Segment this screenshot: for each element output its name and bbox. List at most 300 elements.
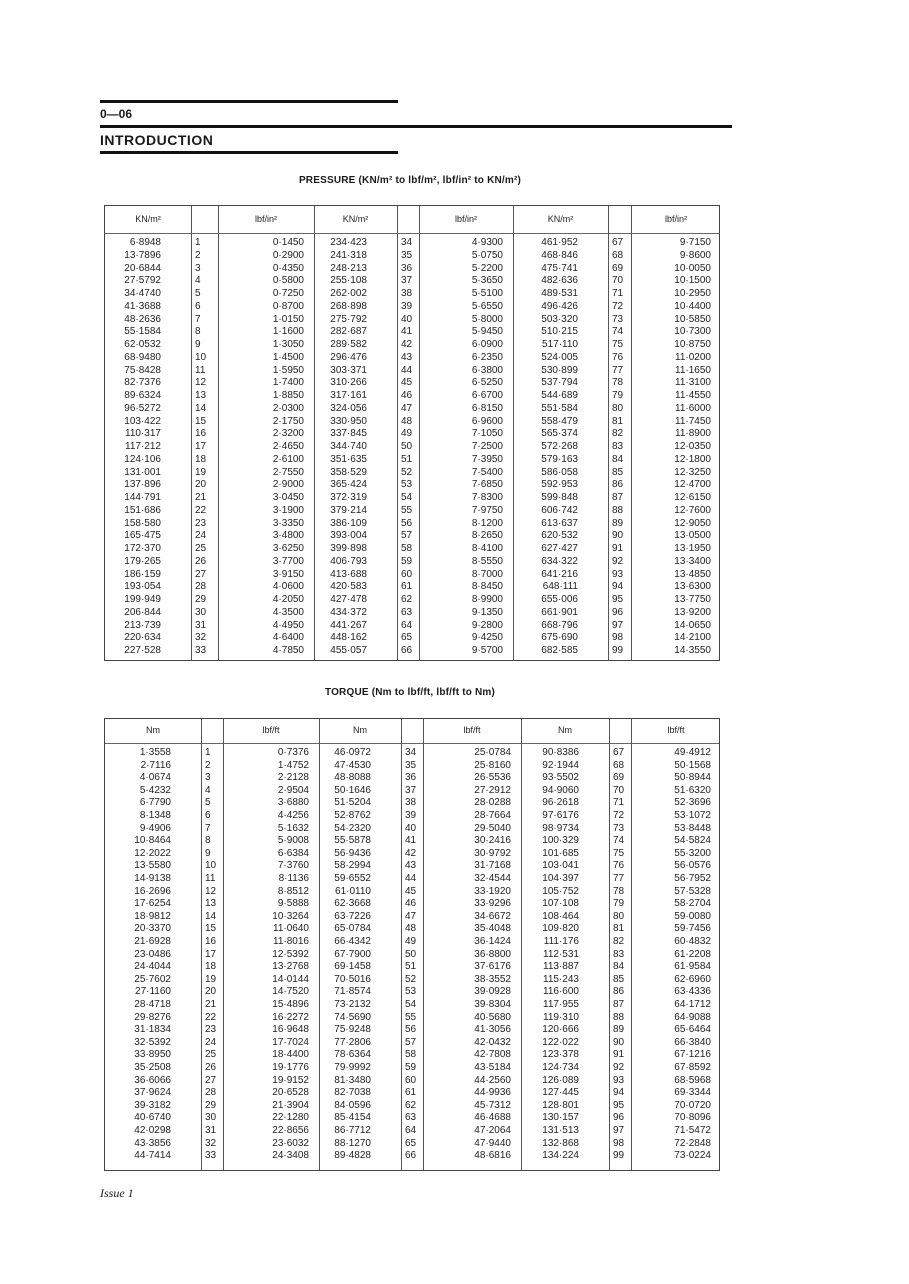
column-divider <box>419 206 420 660</box>
converted-value: 61·0110 <box>335 885 371 897</box>
converted-value: 11·6000 <box>675 402 711 414</box>
value-number: 61 <box>405 1087 417 1099</box>
converted-value: 70·0720 <box>674 1099 711 1111</box>
value-number: 18 <box>195 453 207 465</box>
converted-value: 36·1424 <box>474 936 511 947</box>
value-number: 50 <box>405 948 417 960</box>
converted-value: 60·4832 <box>674 936 711 947</box>
converted-value: 8·1348 <box>139 810 171 821</box>
converted-value: 510·215 <box>541 326 578 338</box>
value-number: 43 <box>401 351 413 363</box>
converted-value: 1·0150 <box>272 313 304 325</box>
converted-value: 1·3050 <box>272 339 304 350</box>
column-header: lbf/in² <box>254 213 277 224</box>
column-divider <box>631 719 632 1170</box>
converted-value: 71·8574 <box>334 986 371 998</box>
column-divider <box>218 206 219 660</box>
value-number: 63 <box>401 606 413 618</box>
converted-value: 63·4336 <box>674 986 711 998</box>
converted-value: 58·2994 <box>334 860 371 872</box>
value-number: 67 <box>612 237 624 248</box>
pressure-table-title: PRESSURE (KN/m² to lbf/m², lbf/in² to KN/m²) <box>298 175 522 186</box>
converted-value: 10·0050 <box>674 262 711 274</box>
converted-value: 12·0350 <box>674 441 711 452</box>
converted-value: 11·0200 <box>675 351 711 363</box>
converted-value: 9·8600 <box>679 249 711 261</box>
converted-value: 255·108 <box>330 275 367 287</box>
converted-value: 46·0972 <box>334 747 371 758</box>
value-number: 14 <box>195 402 207 414</box>
converted-value: 65·0784 <box>334 923 371 935</box>
converted-value: 172·370 <box>124 543 161 554</box>
value-number: 41 <box>405 835 417 847</box>
value-number: 80 <box>613 910 625 922</box>
converted-value: 12·9050 <box>674 517 711 529</box>
converted-value: 158·580 <box>124 517 161 529</box>
converted-value: 0·7376 <box>277 747 309 758</box>
converted-value: 372·319 <box>330 492 367 503</box>
value-number: 77 <box>613 873 625 884</box>
converted-value: 461·952 <box>541 237 578 248</box>
converted-value: 27·2912 <box>474 784 511 796</box>
converted-value: 12·4700 <box>674 479 711 491</box>
converted-value: 0·8700 <box>272 300 304 312</box>
value-number: 91 <box>612 543 624 554</box>
converted-value: 468·846 <box>541 249 578 261</box>
converted-value: 16·9648 <box>272 1024 309 1036</box>
value-number: 91 <box>613 1049 625 1061</box>
converted-value: 475·741 <box>541 262 578 274</box>
value-number: 6 <box>195 300 201 312</box>
value-number: 82 <box>612 428 624 440</box>
converted-value: 43·5184 <box>474 1062 511 1073</box>
converted-value: 399·898 <box>330 543 367 554</box>
converted-value: 6·7790 <box>139 797 171 809</box>
top-rule <box>100 100 398 103</box>
converted-value: 30·2416 <box>474 835 511 847</box>
converted-value: 137·896 <box>124 479 161 491</box>
converted-value: 282·687 <box>330 326 367 338</box>
converted-value: 117·955 <box>543 999 579 1010</box>
converted-value: 441·267 <box>330 619 367 631</box>
converted-value: 2·7116 <box>140 759 171 771</box>
converted-value: 5·9008 <box>277 835 309 847</box>
converted-value: 56·7952 <box>674 873 711 884</box>
value-number: 52 <box>405 973 417 985</box>
value-number: 69 <box>612 262 624 274</box>
value-number: 36 <box>405 772 417 784</box>
converted-value: 109·820 <box>542 923 579 935</box>
value-number: 89 <box>612 517 624 529</box>
converted-value: 537·794 <box>541 377 578 389</box>
converted-value: 5·2200 <box>471 262 503 274</box>
converted-value: 4·0600 <box>272 581 304 593</box>
value-number: 33 <box>195 645 207 656</box>
value-number: 47 <box>405 910 417 922</box>
converted-value: 8·1136 <box>278 873 309 884</box>
value-number: 18 <box>205 961 217 973</box>
value-number: 66 <box>401 645 413 656</box>
converted-value: 103·041 <box>542 860 579 872</box>
converted-value: 17·6254 <box>134 898 171 910</box>
converted-value: 1·4500 <box>272 351 304 363</box>
converted-value: 11·1650 <box>675 364 711 376</box>
value-number: 16 <box>195 428 207 440</box>
converted-value: 2·2128 <box>277 772 309 784</box>
converted-value: 132·868 <box>542 1137 579 1149</box>
converted-value: 661·901 <box>541 606 578 618</box>
converted-value: 682·585 <box>541 645 578 656</box>
converted-value: 127·445 <box>542 1087 579 1099</box>
converted-value: 25·0784 <box>474 747 511 758</box>
value-number: 73 <box>613 822 625 834</box>
converted-value: 13·7750 <box>674 594 711 605</box>
value-number: 52 <box>401 466 413 478</box>
column-header: Nm <box>558 725 572 735</box>
converted-value: 275·792 <box>330 313 367 325</box>
converted-value: 55·5878 <box>334 835 371 847</box>
converted-value: 448·162 <box>330 632 367 644</box>
value-number: 86 <box>612 479 624 491</box>
converted-value: 64·1712 <box>674 999 711 1010</box>
converted-value: 262·002 <box>330 288 367 299</box>
converted-value: 551·584 <box>541 402 578 414</box>
converted-value: 268·898 <box>330 300 367 312</box>
value-number: 47 <box>401 402 413 414</box>
converted-value: 56·9436 <box>334 847 371 859</box>
converted-value: 108·464 <box>542 910 579 922</box>
value-number: 26 <box>195 555 207 567</box>
converted-value: 53·8448 <box>674 822 711 834</box>
value-number: 87 <box>612 492 624 503</box>
converted-value: 116·600 <box>543 986 579 998</box>
converted-value: 5·5100 <box>471 288 503 299</box>
converted-value: 241·318 <box>330 249 367 261</box>
column-header: Nm <box>353 725 367 735</box>
converted-value: 120·666 <box>542 1024 579 1036</box>
converted-value: 12·1800 <box>674 453 711 465</box>
converted-value: 59·0080 <box>674 910 711 922</box>
value-number: 4 <box>195 275 201 287</box>
value-number: 96 <box>613 1112 625 1124</box>
converted-value: 2·9000 <box>272 479 304 491</box>
value-number: 2 <box>205 759 211 771</box>
converted-value: 613·637 <box>541 517 578 529</box>
value-number: 49 <box>401 428 413 440</box>
page-number: 0—06 <box>100 107 133 121</box>
converted-value: 69·1458 <box>334 961 371 973</box>
value-number: 98 <box>612 632 624 644</box>
column-divider <box>223 719 224 1170</box>
value-number: 72 <box>613 810 625 821</box>
converted-value: 50·1568 <box>674 759 711 771</box>
converted-value: 74·5690 <box>334 1011 371 1023</box>
value-number: 75 <box>613 847 625 859</box>
converted-value: 47·4530 <box>334 759 371 771</box>
converted-value: 10·8464 <box>134 835 171 847</box>
value-number: 95 <box>612 594 624 605</box>
converted-value: 49·4912 <box>674 747 711 758</box>
converted-value: 44·9936 <box>474 1087 511 1099</box>
converted-value: 4·0674 <box>139 772 171 784</box>
value-number: 28 <box>205 1087 217 1099</box>
value-number: 54 <box>405 999 417 1010</box>
value-number: 28 <box>195 581 207 593</box>
value-number: 37 <box>401 275 413 287</box>
converted-value: 89·4828 <box>334 1150 371 1162</box>
value-number: 63 <box>405 1112 417 1124</box>
converted-value: 3·6250 <box>272 543 304 554</box>
converted-value: 19·9152 <box>272 1074 309 1086</box>
value-number: 62 <box>401 594 413 605</box>
converted-value: 5·4232 <box>139 784 171 796</box>
converted-value: 35·2508 <box>134 1062 171 1073</box>
converted-value: 52·3696 <box>674 797 711 809</box>
converted-value: 6·6700 <box>471 390 503 401</box>
converted-value: 59·6552 <box>334 873 371 884</box>
converted-value: 8·8512 <box>277 885 309 897</box>
value-number: 83 <box>613 948 625 960</box>
converted-value: 13·2768 <box>272 961 309 973</box>
converted-value: 19·1776 <box>272 1062 309 1073</box>
converted-value: 16·2272 <box>272 1011 309 1023</box>
converted-value: 14·0144 <box>272 973 309 985</box>
value-number: 32 <box>195 632 207 644</box>
value-number: 53 <box>405 986 417 998</box>
converted-value: 68·9480 <box>124 351 161 363</box>
converted-value: 0·2900 <box>272 249 304 261</box>
value-number: 58 <box>401 543 413 554</box>
value-number: 7 <box>195 313 201 325</box>
column-divider <box>191 206 192 660</box>
converted-value: 7·3760 <box>277 860 309 872</box>
converted-value: 606·742 <box>541 504 578 516</box>
section-rule <box>100 125 732 128</box>
converted-value: 6·9600 <box>471 415 503 427</box>
converted-value: 6·6384 <box>277 847 309 859</box>
converted-value: 13·6300 <box>674 581 711 593</box>
value-number: 15 <box>205 923 217 935</box>
value-number: 4 <box>205 784 211 796</box>
converted-value: 22·1280 <box>272 1112 309 1124</box>
value-number: 23 <box>195 517 207 529</box>
value-number: 46 <box>401 390 413 401</box>
converted-value: 110·317 <box>125 428 161 440</box>
converted-value: 8·1200 <box>471 517 503 529</box>
converted-value: 14·9138 <box>134 873 171 884</box>
converted-value: 30·9792 <box>474 847 511 859</box>
converted-value: 31·7168 <box>474 860 511 872</box>
value-number: 6 <box>205 810 211 821</box>
value-number: 38 <box>405 797 417 809</box>
column-header: lbf/ft <box>262 725 280 735</box>
converted-value: 34·6672 <box>474 910 511 922</box>
column-header: lbf/in² <box>664 213 687 224</box>
converted-value: 11·8900 <box>675 428 711 440</box>
converted-value: 12·2022 <box>134 847 171 859</box>
converted-value: 42·7808 <box>474 1049 511 1061</box>
converted-value: 66·4342 <box>334 936 371 947</box>
converted-value: 9·1350 <box>471 606 503 618</box>
converted-value: 220·634 <box>124 632 161 644</box>
converted-value: 20·3370 <box>134 923 171 935</box>
converted-value: 0·7250 <box>272 288 304 299</box>
converted-value: 2·1750 <box>272 415 304 427</box>
converted-value: 3·1900 <box>272 504 304 516</box>
converted-value: 94·9060 <box>542 784 579 796</box>
converted-value: 1·4752 <box>277 759 309 771</box>
value-number: 11 <box>195 364 206 376</box>
value-number: 88 <box>613 1011 625 1023</box>
value-number: 20 <box>195 479 207 491</box>
value-number: 45 <box>405 885 417 897</box>
converted-value: 88·1270 <box>334 1137 371 1149</box>
value-number: 59 <box>405 1062 417 1073</box>
converted-value: 86·7712 <box>334 1125 371 1136</box>
converted-value: 48·2636 <box>124 313 161 325</box>
converted-value: 503·320 <box>541 313 578 325</box>
converted-value: 73·0224 <box>674 1150 711 1162</box>
value-number: 43 <box>405 860 417 872</box>
converted-value: 13·0500 <box>674 530 711 542</box>
converted-value: 50·1646 <box>334 784 371 796</box>
converted-value: 14·0650 <box>674 619 711 631</box>
value-number: 35 <box>405 759 417 771</box>
converted-value: 113·887 <box>543 961 579 973</box>
converted-value: 50·8944 <box>674 772 711 784</box>
converted-value: 289·582 <box>330 339 367 350</box>
converted-value: 52·8762 <box>334 810 371 821</box>
converted-value: 134·224 <box>542 1150 579 1162</box>
issue-label: Issue 1 <box>100 1186 134 1200</box>
converted-value: 234·423 <box>330 237 367 248</box>
converted-value: 67·8592 <box>674 1062 711 1073</box>
value-number: 29 <box>205 1099 217 1111</box>
converted-value: 2·3200 <box>272 428 304 440</box>
value-number: 99 <box>612 645 624 656</box>
value-number: 90 <box>613 1036 625 1048</box>
converted-value: 7·3950 <box>471 453 503 465</box>
value-number: 13 <box>205 898 217 910</box>
converted-value: 115·243 <box>543 973 579 985</box>
converted-value: 2·7550 <box>272 466 304 478</box>
value-number: 41 <box>401 326 413 338</box>
converted-value: 18·9812 <box>134 910 171 922</box>
converted-value: 112·531 <box>543 948 579 960</box>
converted-value: 42·0298 <box>134 1125 171 1136</box>
converted-value: 12·7600 <box>674 504 711 516</box>
converted-value: 5·0750 <box>471 249 503 261</box>
converted-value: 144·791 <box>124 492 161 503</box>
value-number: 20 <box>205 986 217 998</box>
converted-value: 31·1834 <box>134 1024 171 1036</box>
converted-value: 0·1450 <box>272 237 304 248</box>
value-number: 80 <box>612 402 624 414</box>
value-number: 60 <box>405 1074 417 1086</box>
converted-value: 41·3056 <box>474 1024 511 1036</box>
value-number: 26 <box>205 1062 217 1073</box>
converted-value: 8·2650 <box>471 530 503 542</box>
converted-value: 21·3904 <box>272 1099 309 1111</box>
value-number: 79 <box>612 390 624 401</box>
converted-value: 586·058 <box>541 466 578 478</box>
value-number: 3 <box>205 772 211 784</box>
column-divider <box>521 719 522 1170</box>
converted-value: 70·8096 <box>674 1112 711 1124</box>
converted-value: 20·6844 <box>124 262 161 274</box>
column-header: lbf/ft <box>463 725 481 735</box>
converted-value: 4·9300 <box>471 237 503 248</box>
converted-value: 5·9450 <box>471 326 503 338</box>
converted-value: 51·6320 <box>674 784 711 796</box>
column-divider <box>631 206 632 660</box>
value-number: 35 <box>401 249 413 261</box>
converted-value: 675·690 <box>541 632 578 644</box>
value-number: 1 <box>195 237 201 248</box>
converted-value: 81·3480 <box>334 1074 371 1086</box>
converted-value: 6·8948 <box>129 237 161 248</box>
converted-value: 24·3408 <box>272 1150 309 1162</box>
converted-value: 90·8386 <box>542 747 579 758</box>
value-number: 25 <box>205 1049 217 1061</box>
converted-value: 96·5272 <box>124 402 161 414</box>
converted-value: 25·8160 <box>474 759 511 771</box>
converted-value: 303·371 <box>330 364 367 376</box>
value-number: 56 <box>401 517 413 529</box>
converted-value: 54·2320 <box>334 822 371 834</box>
converted-value: 599·848 <box>541 492 578 503</box>
converted-value: 27·1160 <box>135 986 171 998</box>
value-number: 98 <box>613 1137 625 1149</box>
converted-value: 7·9750 <box>471 504 503 516</box>
converted-value: 530·899 <box>541 364 578 376</box>
converted-value: 84·0596 <box>334 1099 371 1111</box>
converted-value: 28·7664 <box>474 810 511 821</box>
value-number: 33 <box>205 1150 217 1162</box>
converted-value: 71·5472 <box>674 1125 711 1136</box>
value-number: 8 <box>205 835 211 847</box>
value-number: 13 <box>195 390 207 401</box>
converted-value: 3·0450 <box>272 492 304 503</box>
converted-value: 73·2132 <box>334 999 371 1010</box>
converted-value: 100·329 <box>542 835 579 847</box>
converted-value: 63·7226 <box>334 910 371 922</box>
converted-value: 65·6464 <box>674 1024 711 1036</box>
value-number: 34 <box>405 747 417 758</box>
converted-value: 62·0532 <box>124 339 161 350</box>
converted-value: 572·268 <box>541 441 578 452</box>
column-header: KN/m² <box>547 213 574 224</box>
column-divider <box>423 719 424 1170</box>
converted-value: 13·5580 <box>134 860 171 872</box>
converted-value: 324·056 <box>330 402 367 414</box>
converted-value: 379·214 <box>330 504 367 516</box>
value-number: 25 <box>195 543 207 554</box>
value-number: 62 <box>405 1099 417 1111</box>
value-number: 48 <box>405 923 417 935</box>
converted-value: 2·6100 <box>272 453 304 465</box>
converted-value: 111·176 <box>543 936 579 947</box>
converted-value: 10·8750 <box>674 339 711 350</box>
value-number: 83 <box>612 441 624 452</box>
converted-value: 37·6176 <box>474 961 511 973</box>
converted-value: 3·6880 <box>277 797 309 809</box>
converted-value: 15·4896 <box>272 999 309 1010</box>
converted-value: 7·5400 <box>471 466 503 478</box>
converted-value: 296·476 <box>330 351 367 363</box>
converted-value: 130·157 <box>542 1112 579 1124</box>
value-number: 39 <box>401 300 413 312</box>
